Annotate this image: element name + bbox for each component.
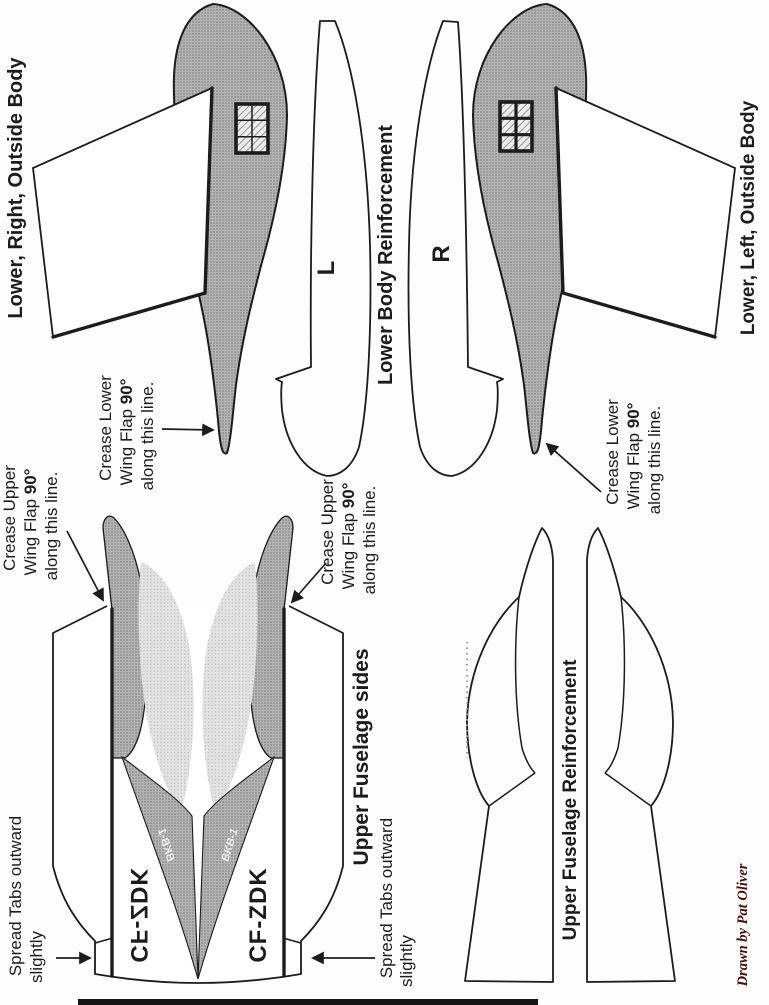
annotation-line: Crease Upper xyxy=(0,465,19,571)
annotation-line: Crease Lower xyxy=(603,399,622,505)
crease-lower-annotation-left xyxy=(96,375,213,491)
annotation-line: along this line. xyxy=(42,471,61,581)
upper-fuselage-sides-label: Upper Fuselage sides xyxy=(350,648,373,866)
annotation-line: Wing Flap 90° xyxy=(21,468,40,576)
left-blade-mark: L xyxy=(313,260,340,276)
fuselage-body-fill xyxy=(53,606,343,983)
crease-lower-annotation-right xyxy=(547,399,664,515)
window-grid xyxy=(500,102,532,151)
lower-left-outside-body-part xyxy=(473,4,759,453)
upper-fuselage-sides-part xyxy=(53,516,373,983)
annotation-line: slightly xyxy=(397,935,416,987)
annotation-line: along this line. xyxy=(645,405,664,515)
annotation-arrow xyxy=(547,444,601,492)
annotation-line: Crease Lower xyxy=(96,375,115,481)
lower-left-outside-body-label: Lower, Left, Outside Body xyxy=(738,100,759,336)
annotation-line: along this line. xyxy=(138,381,157,491)
model-name-text: BKB-1 xyxy=(219,827,241,863)
annotation-arrow xyxy=(162,429,213,430)
reinforcement-left-half-interior-lines xyxy=(489,597,535,806)
registration-text: CF-ZDK xyxy=(245,867,272,963)
window-grid xyxy=(236,104,268,153)
reinforcement-right-half-shape xyxy=(587,528,675,982)
scan-edge-bar xyxy=(78,999,538,1005)
reinforcement-left-half-shape xyxy=(465,528,553,982)
annotation-line: Spread Tabs outward xyxy=(377,817,396,979)
annotation-arrow xyxy=(67,531,103,600)
annotation-line: slightly xyxy=(27,931,46,983)
annotation-line: Wing Flap 90° xyxy=(117,378,136,486)
lower-body-reinforcement-part xyxy=(276,21,503,476)
crease-upper-annotation-left xyxy=(0,465,103,600)
reinforcement-left-blade-shape xyxy=(276,21,371,476)
model-name-text-mirrored: BKB-1 xyxy=(155,827,177,863)
lower-body-reinforcement-label: Lower Body Reinforcement xyxy=(375,124,397,386)
annotation-line: Wing Flap 90° xyxy=(339,482,358,590)
annotation-line: Spread Tabs outward xyxy=(6,815,25,977)
reinforcement-right-half-interior-lines xyxy=(605,597,651,806)
lower-right-outside-body-label: Lower, Right, Outside Body xyxy=(5,57,27,319)
right-blade-mark: R xyxy=(428,245,455,263)
upper-fuselage-reinforcement-part xyxy=(465,528,675,982)
credit-text: Drawn by Pat Oliver xyxy=(735,863,751,987)
registration-text-mirrored: CF-ZDK xyxy=(125,867,152,963)
upper-fuselage-reinforcement-label: Upper Fuselage Reinforcement xyxy=(560,659,581,941)
annotation-line: along this line. xyxy=(360,485,379,595)
annotation-line: Wing Flap 90° xyxy=(624,402,643,510)
annotation-line: Crease Upper xyxy=(318,479,337,585)
crease-upper-annotation-middle xyxy=(292,479,379,602)
